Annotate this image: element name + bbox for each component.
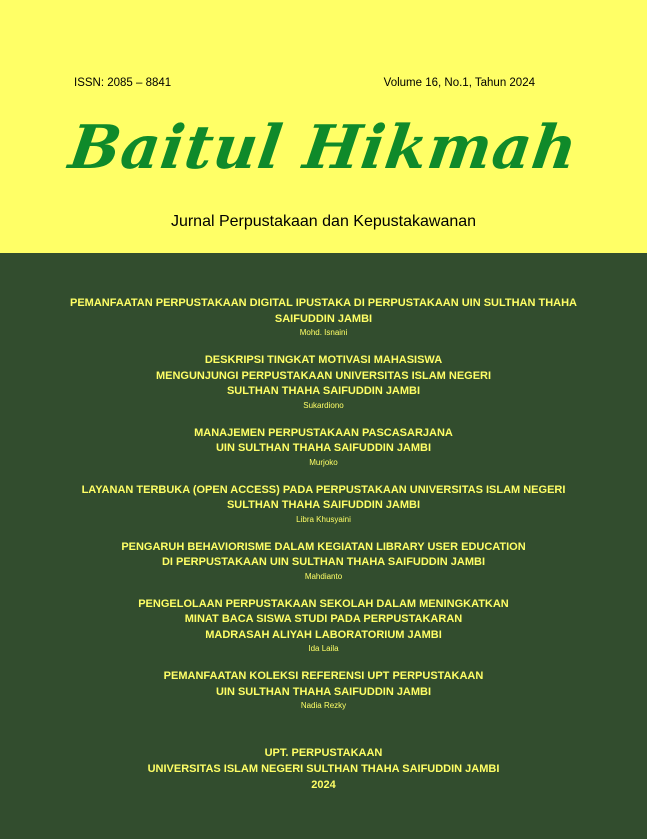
article-entry: [0, 483, 647, 526]
article-entry: [0, 669, 647, 712]
article-title: PENGELOLAAN PERPUSTAKAAN SEKOLAH DALAM MENINGKATKAN MINAT BACA SISWA STUDI PADA PERPUSTAKARAN MADRASAH ALIYAH LABORATORIUM JAMBI: [138, 597, 509, 641]
volume-label: Volume 16, No.1, Tahun 2024: [383, 77, 535, 89]
cover-contents: [0, 253, 647, 839]
article-entry: [0, 426, 647, 469]
article-entry: [0, 597, 647, 656]
article-title: PEMANFAATAN KOLEKSI REFERENSI UPT PERPUSTAKAAN UIN SULTHAN THAHA SAIFUDDIN JAMBI: [163, 670, 484, 698]
article-title: MANAJEMEN PERPUSTAKAAN PASCASARJANA UIN SULTHAN THAHA SAIFUDDIN JAMBI: [194, 426, 453, 454]
article-author: Murjoko: [309, 457, 338, 467]
article-entry: [0, 296, 647, 339]
article-entry: [0, 353, 647, 412]
article-author: Sukardiono: [303, 400, 344, 410]
article-list: [0, 296, 647, 726]
article-entry: [0, 540, 647, 583]
article-author: Mahdianto: [304, 571, 343, 581]
publisher-block: UPT. PERPUSTAKAAN UNIVERSITAS ISLAM NEGERI SULTHAN THAHA SAIFUDDIN JAMBI 2024: [147, 747, 500, 791]
article-title: DESKRIPSI TINGKAT MOTIVASI MAHASISWA MENGUNJUNGI PERPUSTAKAAN UNIVERSITAS ISLAM NEGERI SULTHAN THAHA SAIFUDDIN JAMBI: [155, 354, 492, 397]
article-title: PENGARUH BEHAVIORISME DALAM KEGIATAN LIBRARY USER EDUCATION DI PERPUSTAKAAN UIN SULTHAN THAHA SAIFUDDIN JAMBI: [121, 540, 526, 568]
issn-label: ISSN: 2085 – 8841: [74, 77, 172, 89]
article-author: Mohd. Isnaini: [299, 328, 348, 337]
journal-title: Baitul Hikmah: [64, 113, 583, 183]
article-author: Nadia Rezky: [300, 701, 347, 710]
cover-header: [0, 0, 647, 253]
article-title: LAYANAN TERBUKA (OPEN ACCESS) PADA PERPUSTAKAAN UNIVERSITAS ISLAM NEGERI SULTHAN THAHA SAIFUDDIN JAMBI: [81, 483, 566, 511]
article-author: Ida Laila: [308, 644, 339, 653]
article-author: Libra Khusyaini: [296, 514, 351, 524]
journal-subtitle: Jurnal Perpustakaan dan Kepustakawanan: [170, 213, 477, 230]
article-title: PEMANFAATAN PERPUSTAKAAN DIGITAL IPUSTAKA DI PERPUSTAKAAN UIN SULTHAN THAHA SAIFUDDIN JAMBI: [69, 297, 577, 325]
